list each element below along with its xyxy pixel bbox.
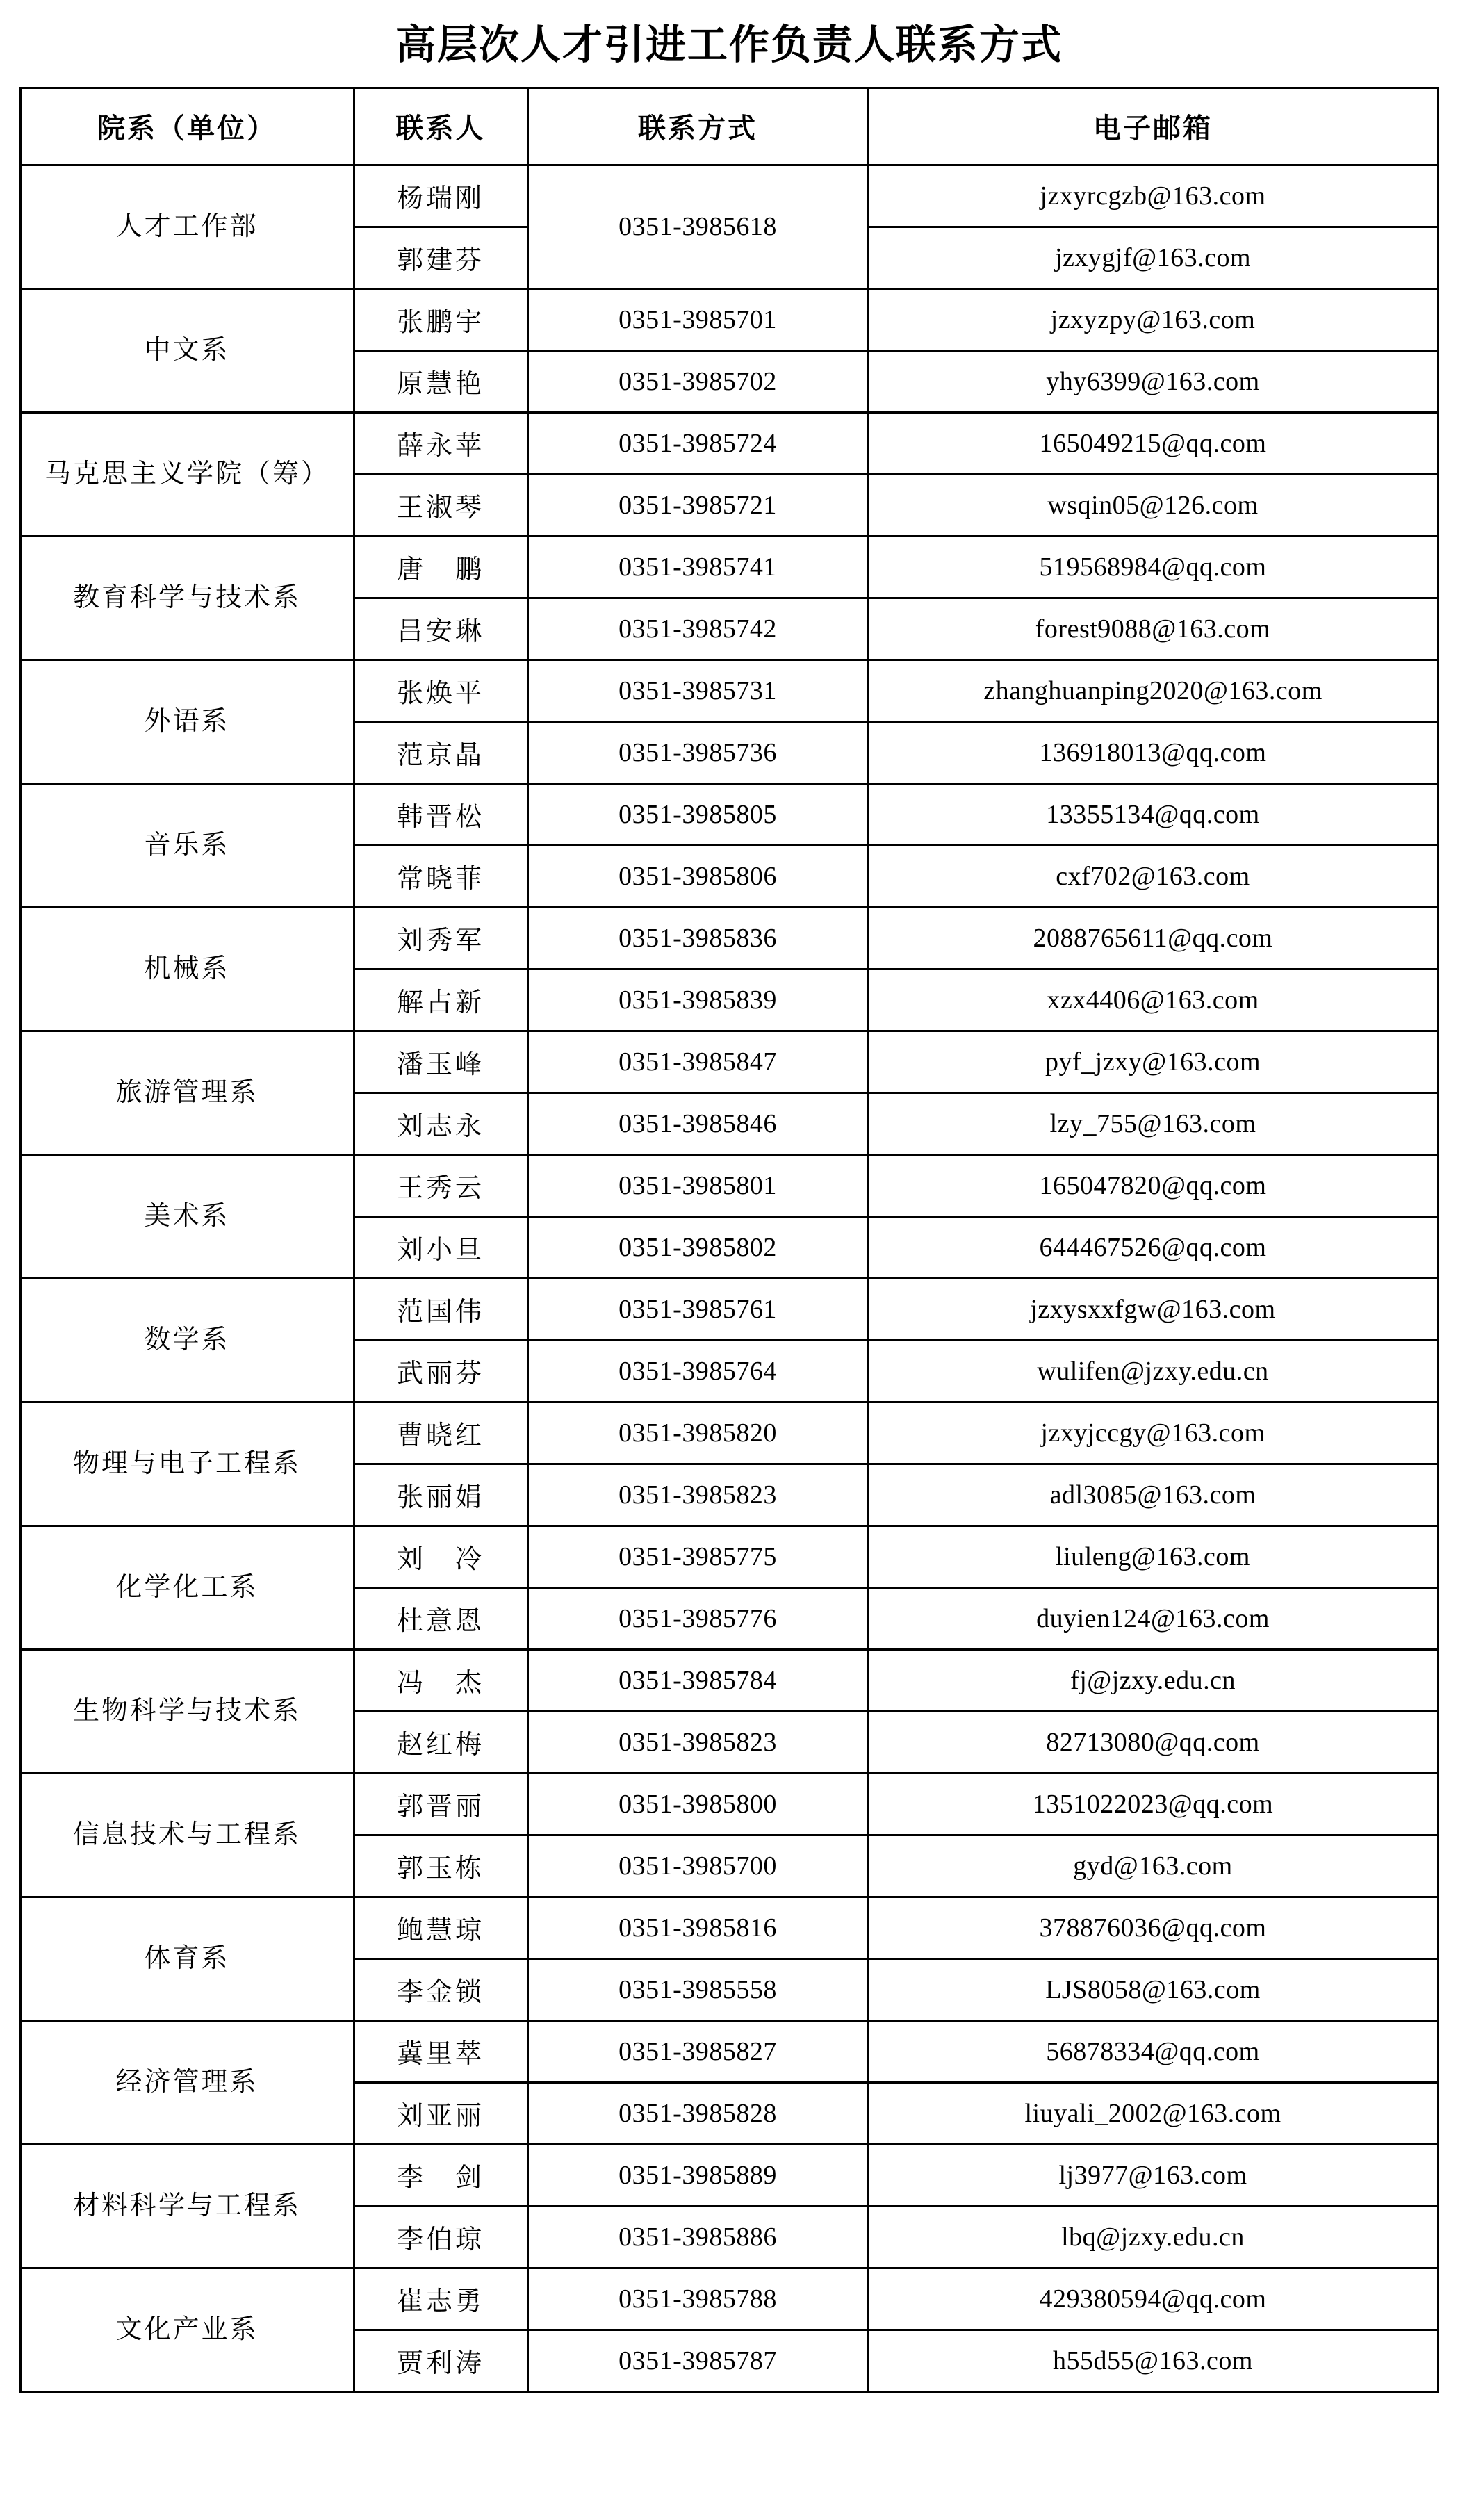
department-cell: 物理与电子工程系 [20,1402,354,1525]
contact-person-cell: 范国伟 [354,1278,527,1340]
phone-cell: 0351-3985742 [527,598,868,660]
table-row [20,165,1438,227]
table-body [20,165,1438,2391]
department-cell: 经济管理系 [20,2020,354,2144]
contact-person-cell: 常晓菲 [354,845,527,907]
contact-person-cell: 张鹏宇 [354,288,527,350]
contact-person-cell: 郭晋丽 [354,1773,527,1835]
contact-person-cell: 赵红梅 [354,1711,527,1773]
contact-person-cell: 郭建芬 [354,227,527,288]
phone-cell: 0351-3985700 [527,1835,868,1897]
phone-cell: 0351-3985820 [527,1402,868,1464]
email-cell: 2088765611@qq.com [868,907,1438,969]
email-cell: xzx4406@163.com [868,969,1438,1031]
contact-person-cell: 鲍慧琼 [354,1897,527,1958]
department-cell: 教育科学与技术系 [20,536,354,660]
contact-person-cell: 原慧艳 [354,350,527,412]
contact-person-cell: 李金锁 [354,1958,527,2020]
table-row [20,2268,1438,2330]
phone-cell: 0351-3985702 [527,350,868,412]
table-row [20,783,1438,845]
email-cell: lj3977@163.com [868,2144,1438,2206]
contact-person-cell: 武丽芬 [354,1340,527,1402]
phone-cell: 0351-3985724 [527,412,868,474]
phone-cell: 0351-3985801 [527,1154,868,1216]
email-cell: liuyali_2002@163.com [868,2082,1438,2144]
table-row [20,1525,1438,1587]
phone-cell: 0351-3985721 [527,474,868,536]
phone-cell: 0351-3985788 [527,2268,868,2330]
email-cell: 378876036@qq.com [868,1897,1438,1958]
table-row [20,288,1438,350]
contact-person-cell: 王淑琴 [354,474,527,536]
table-row [20,907,1438,969]
column-header-phone: 联系方式 [527,88,868,165]
table-header [20,88,1438,165]
column-header-email: 电子邮箱 [868,88,1438,165]
email-cell: 644467526@qq.com [868,1216,1438,1278]
phone-cell: 0351-3985823 [527,1711,868,1773]
department-cell: 人才工作部 [20,165,354,288]
contact-table [19,87,1439,2393]
table-row [20,1897,1438,1958]
email-cell: gyd@163.com [868,1835,1438,1897]
contact-person-cell: 刘亚丽 [354,2082,527,2144]
phone-cell: 0351-3985701 [527,288,868,350]
contact-person-cell: 刘 冷 [354,1525,527,1587]
table-row [20,536,1438,598]
email-cell: jzxygjf@163.com [868,227,1438,288]
email-cell: lbq@jzxy.edu.cn [868,2206,1438,2268]
phone-cell: 0351-3985764 [527,1340,868,1402]
contact-person-cell: 刘小旦 [354,1216,527,1278]
phone-cell: 0351-3985836 [527,907,868,969]
phone-cell: 0351-3985775 [527,1525,868,1587]
phone-cell: 0351-3985761 [527,1278,868,1340]
contact-person-cell: 解占新 [354,969,527,1031]
phone-cell: 0351-3985806 [527,845,868,907]
email-cell: yhy6399@163.com [868,350,1438,412]
contact-person-cell: 刘志永 [354,1093,527,1154]
department-cell: 化学化工系 [20,1525,354,1649]
contact-person-cell: 冀里萃 [354,2020,527,2082]
phone-cell: 0351-3985828 [527,2082,868,2144]
email-cell: zhanghuanping2020@163.com [868,660,1438,721]
contact-person-cell: 张焕平 [354,660,527,721]
department-cell: 文化产业系 [20,2268,354,2391]
table-row [20,1154,1438,1216]
email-cell: lzy_755@163.com [868,1093,1438,1154]
phone-cell: 0351-3985816 [527,1897,868,1958]
table-row [20,660,1438,721]
contact-person-cell: 李 剑 [354,2144,527,2206]
phone-cell: 0351-3985805 [527,783,868,845]
contact-person-cell: 刘秀军 [354,907,527,969]
email-cell: LJS8058@163.com [868,1958,1438,2020]
department-cell: 数学系 [20,1278,354,1402]
phone-cell: 0351-3985741 [527,536,868,598]
contact-person-cell: 崔志勇 [354,2268,527,2330]
email-cell: jzxyzpy@163.com [868,288,1438,350]
phone-cell: 0351-3985787 [527,2330,868,2391]
contact-person-cell: 曹晓红 [354,1402,527,1464]
phone-cell: 0351-3985802 [527,1216,868,1278]
department-cell: 机械系 [20,907,354,1031]
contact-person-cell: 李伯琼 [354,2206,527,2268]
phone-cell: 0351-3985823 [527,1464,868,1525]
email-cell: 136918013@qq.com [868,721,1438,783]
department-cell: 生物科学与技术系 [20,1649,354,1773]
email-cell: wsqin05@126.com [868,474,1438,536]
department-cell: 旅游管理系 [20,1031,354,1154]
department-cell: 美术系 [20,1154,354,1278]
email-cell: duyien124@163.com [868,1587,1438,1649]
table-header-row [20,88,1438,165]
contact-person-cell: 冯 杰 [354,1649,527,1711]
email-cell: liuleng@163.com [868,1525,1438,1587]
contact-person-cell: 张丽娟 [354,1464,527,1525]
email-cell: pyf_jzxy@163.com [868,1031,1438,1093]
email-cell: 519568984@qq.com [868,536,1438,598]
email-cell: forest9088@163.com [868,598,1438,660]
phone-cell: 0351-3985839 [527,969,868,1031]
department-cell: 外语系 [20,660,354,783]
email-cell: 165047820@qq.com [868,1154,1438,1216]
phone-cell: 0351-3985846 [527,1093,868,1154]
contact-person-cell: 郭玉栋 [354,1835,527,1897]
email-cell: fj@jzxy.edu.cn [868,1649,1438,1711]
contact-person-cell: 王秀云 [354,1154,527,1216]
phone-cell: 0351-3985731 [527,660,868,721]
email-cell: 82713080@qq.com [868,1711,1438,1773]
department-cell: 音乐系 [20,783,354,907]
table-row [20,412,1438,474]
table-row [20,1773,1438,1835]
email-cell: 165049215@qq.com [868,412,1438,474]
phone-cell: 0351-3985736 [527,721,868,783]
table-row [20,1649,1438,1711]
department-cell: 信息技术与工程系 [20,1773,354,1897]
phone-cell: 0351-3985618 [527,165,868,288]
email-cell: 56878334@qq.com [868,2020,1438,2082]
department-cell: 中文系 [20,288,354,412]
email-cell: 429380594@qq.com [868,2268,1438,2330]
table-row [20,2020,1438,2082]
contact-person-cell: 薛永苹 [354,412,527,474]
department-cell: 体育系 [20,1897,354,2020]
email-cell: wulifen@jzxy.edu.cn [868,1340,1438,1402]
email-cell: adl3085@163.com [868,1464,1438,1525]
email-cell: jzxysxxfgw@163.com [868,1278,1438,1340]
email-cell: cxf702@163.com [868,845,1438,907]
phone-cell: 0351-3985776 [527,1587,868,1649]
contact-person-cell: 杨瑞刚 [354,165,527,227]
contact-person-cell: 潘玉峰 [354,1031,527,1093]
column-header-department: 院系（单位） [20,88,354,165]
phone-cell: 0351-3985558 [527,1958,868,2020]
email-cell: jzxyjccgy@163.com [868,1402,1438,1464]
department-cell: 材料科学与工程系 [20,2144,354,2268]
phone-cell: 0351-3985886 [527,2206,868,2268]
table-row [20,1031,1438,1093]
email-cell: 13355134@qq.com [868,783,1438,845]
page-title: 高层次人才引进工作负责人联系方式 [395,22,1063,67]
phone-cell: 0351-3985800 [527,1773,868,1835]
contact-person-cell: 韩晋松 [354,783,527,845]
phone-cell: 0351-3985827 [527,2020,868,2082]
department-cell: 马克思主义学院（筹） [20,412,354,536]
table-row [20,1402,1438,1464]
contact-person-cell: 范京晶 [354,721,527,783]
contact-person-cell: 吕安琳 [354,598,527,660]
phone-cell: 0351-3985784 [527,1649,868,1711]
email-cell: jzxyrcgzb@163.com [868,165,1438,227]
email-cell: h55d55@163.com [868,2330,1438,2391]
table-row [20,1278,1438,1340]
contact-person-cell: 杜意恩 [354,1587,527,1649]
contact-person-cell: 唐 鹏 [354,536,527,598]
phone-cell: 0351-3985847 [527,1031,868,1093]
table-row [20,2144,1438,2206]
phone-cell: 0351-3985889 [527,2144,868,2206]
column-header-contact-person: 联系人 [354,88,527,165]
contact-person-cell: 贾利涛 [354,2330,527,2391]
email-cell: 1351022023@qq.com [868,1773,1438,1835]
